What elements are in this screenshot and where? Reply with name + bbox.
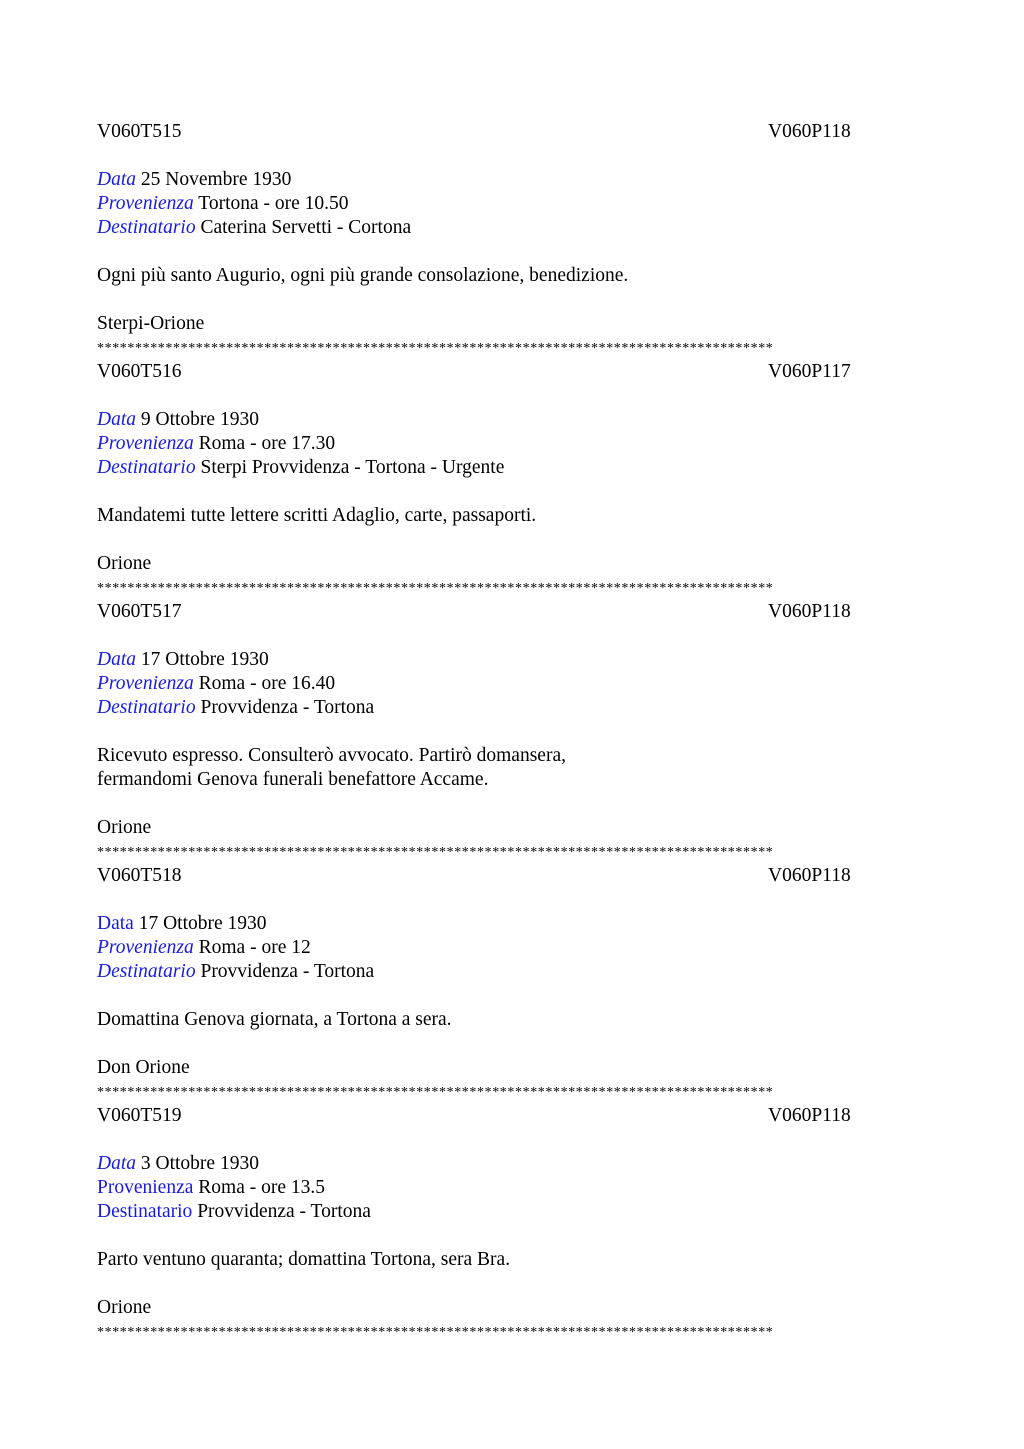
entry-header — [97, 120, 927, 144]
data-value: 3 Ottobre 1930 — [140, 1153, 259, 1174]
data-value: 9 Ottobre 1930 — [140, 409, 259, 430]
provenienza-label: Provenienza — [97, 673, 194, 694]
entry-header — [97, 600, 927, 624]
destinatario-label: Destinatario — [97, 697, 196, 718]
entry-header — [97, 360, 927, 384]
message-body-line: Ricevuto espresso. Consulterò avvocato. Partirò domansera, — [97, 745, 566, 766]
signature: Orione — [97, 1297, 152, 1318]
destinatario-value: Provvidenza - Tortona — [200, 697, 375, 718]
signature: Sterpi-Orione — [97, 313, 205, 334]
provenienza-label: Provenienza — [97, 433, 194, 454]
destinatario-label: Destinatario — [97, 961, 196, 982]
telegram-entry-2 — [97, 360, 927, 600]
message-body-line: Domattina Genova giornata, a Tortona a sera. — [97, 1009, 452, 1030]
provenienza-line — [97, 432, 927, 456]
message-body-line: Mandatemi tutte lettere scritti Adaglio, carte, passaporti. — [97, 505, 537, 526]
entry-id: V060T518 — [97, 865, 182, 886]
destinatario-line — [97, 696, 927, 720]
entry-id: V060T516 — [97, 361, 182, 382]
destinatario-value: Caterina Servetti - Cortona — [200, 217, 412, 238]
destinatario-value: Provvidenza - Tortona — [197, 1201, 371, 1222]
entry-id: V060T517 — [97, 601, 182, 622]
signature: Orione — [97, 553, 152, 574]
entry-header — [97, 1104, 927, 1128]
provenienza-line — [97, 936, 927, 960]
data-value: 17 Ottobre 1930 — [138, 913, 267, 934]
destinatario-line — [97, 456, 927, 480]
provenienza-line — [97, 1176, 927, 1200]
page-ref: V060P118 — [768, 601, 851, 622]
data-line — [97, 912, 927, 936]
page-ref: V060P118 — [768, 1105, 851, 1126]
destinatario-label: Destinatario — [97, 457, 196, 478]
data-line — [97, 168, 927, 192]
destinatario-value: Provvidenza - Tortona — [200, 961, 375, 982]
page-ref: V060P118 — [768, 121, 851, 142]
data-label: Data — [97, 169, 136, 190]
provenienza-label: Provenienza — [97, 1177, 194, 1198]
separator: ***************************************************************************************** — [97, 1085, 774, 1100]
data-label: Data — [97, 649, 136, 670]
message-body-line: Parto ventuno quaranta; domattina Tortona, sera Bra. — [97, 1249, 511, 1270]
telegram-entry-4 — [97, 864, 927, 1104]
provenienza-value: Roma - ore 17.30 — [198, 433, 336, 454]
page-ref: V060P118 — [768, 865, 851, 886]
provenienza-label: Provenienza — [97, 937, 194, 958]
destinatario-value: Sterpi Provvidenza - Tortona - Urgente — [200, 457, 505, 478]
destinatario-line — [97, 216, 927, 240]
page-ref: V060P117 — [768, 361, 851, 382]
destinatario-label: Destinatario — [97, 1201, 193, 1222]
provenienza-value: Roma - ore 12 — [198, 937, 311, 958]
separator: ***************************************************************************************** — [97, 1325, 774, 1340]
telegram-entry-3 — [97, 600, 927, 864]
entry-id: V060T519 — [97, 1105, 182, 1126]
message-body-line: fermandomi Genova funerali benefattore Accame. — [97, 769, 489, 790]
data-line — [97, 648, 927, 672]
data-value: 17 Ottobre 1930 — [140, 649, 269, 670]
data-label: Data — [97, 913, 134, 934]
data-label: Data — [97, 1153, 136, 1174]
destinatario-line — [97, 1200, 927, 1224]
provenienza-label: Provenienza — [97, 193, 194, 214]
document-page — [97, 120, 927, 1344]
message-body-line: Ogni più santo Augurio, ogni più grande consolazione, benedizione. — [97, 265, 629, 286]
data-line — [97, 1152, 927, 1176]
provenienza-value: Roma - ore 16.40 — [198, 673, 336, 694]
provenienza-value: Tortona - ore 10.50 — [198, 193, 349, 214]
separator: ***************************************************************************************** — [97, 845, 774, 860]
signature: Don Orione — [97, 1057, 190, 1078]
provenienza-line — [97, 672, 927, 696]
entry-header — [97, 864, 927, 888]
provenienza-value: Roma - ore 13.5 — [198, 1177, 325, 1198]
destinatario-label: Destinatario — [97, 217, 196, 238]
telegram-entry-5 — [97, 1104, 927, 1344]
data-label: Data — [97, 409, 136, 430]
separator: ***************************************************************************************** — [97, 581, 774, 596]
telegram-entry-1 — [97, 120, 927, 360]
data-line — [97, 408, 927, 432]
signature: Orione — [97, 817, 152, 838]
provenienza-line — [97, 192, 927, 216]
destinatario-line — [97, 960, 927, 984]
entry-id: V060T515 — [97, 121, 182, 142]
data-value: 25 Novembre 1930 — [140, 169, 292, 190]
separator: ***************************************************************************************** — [97, 341, 774, 356]
